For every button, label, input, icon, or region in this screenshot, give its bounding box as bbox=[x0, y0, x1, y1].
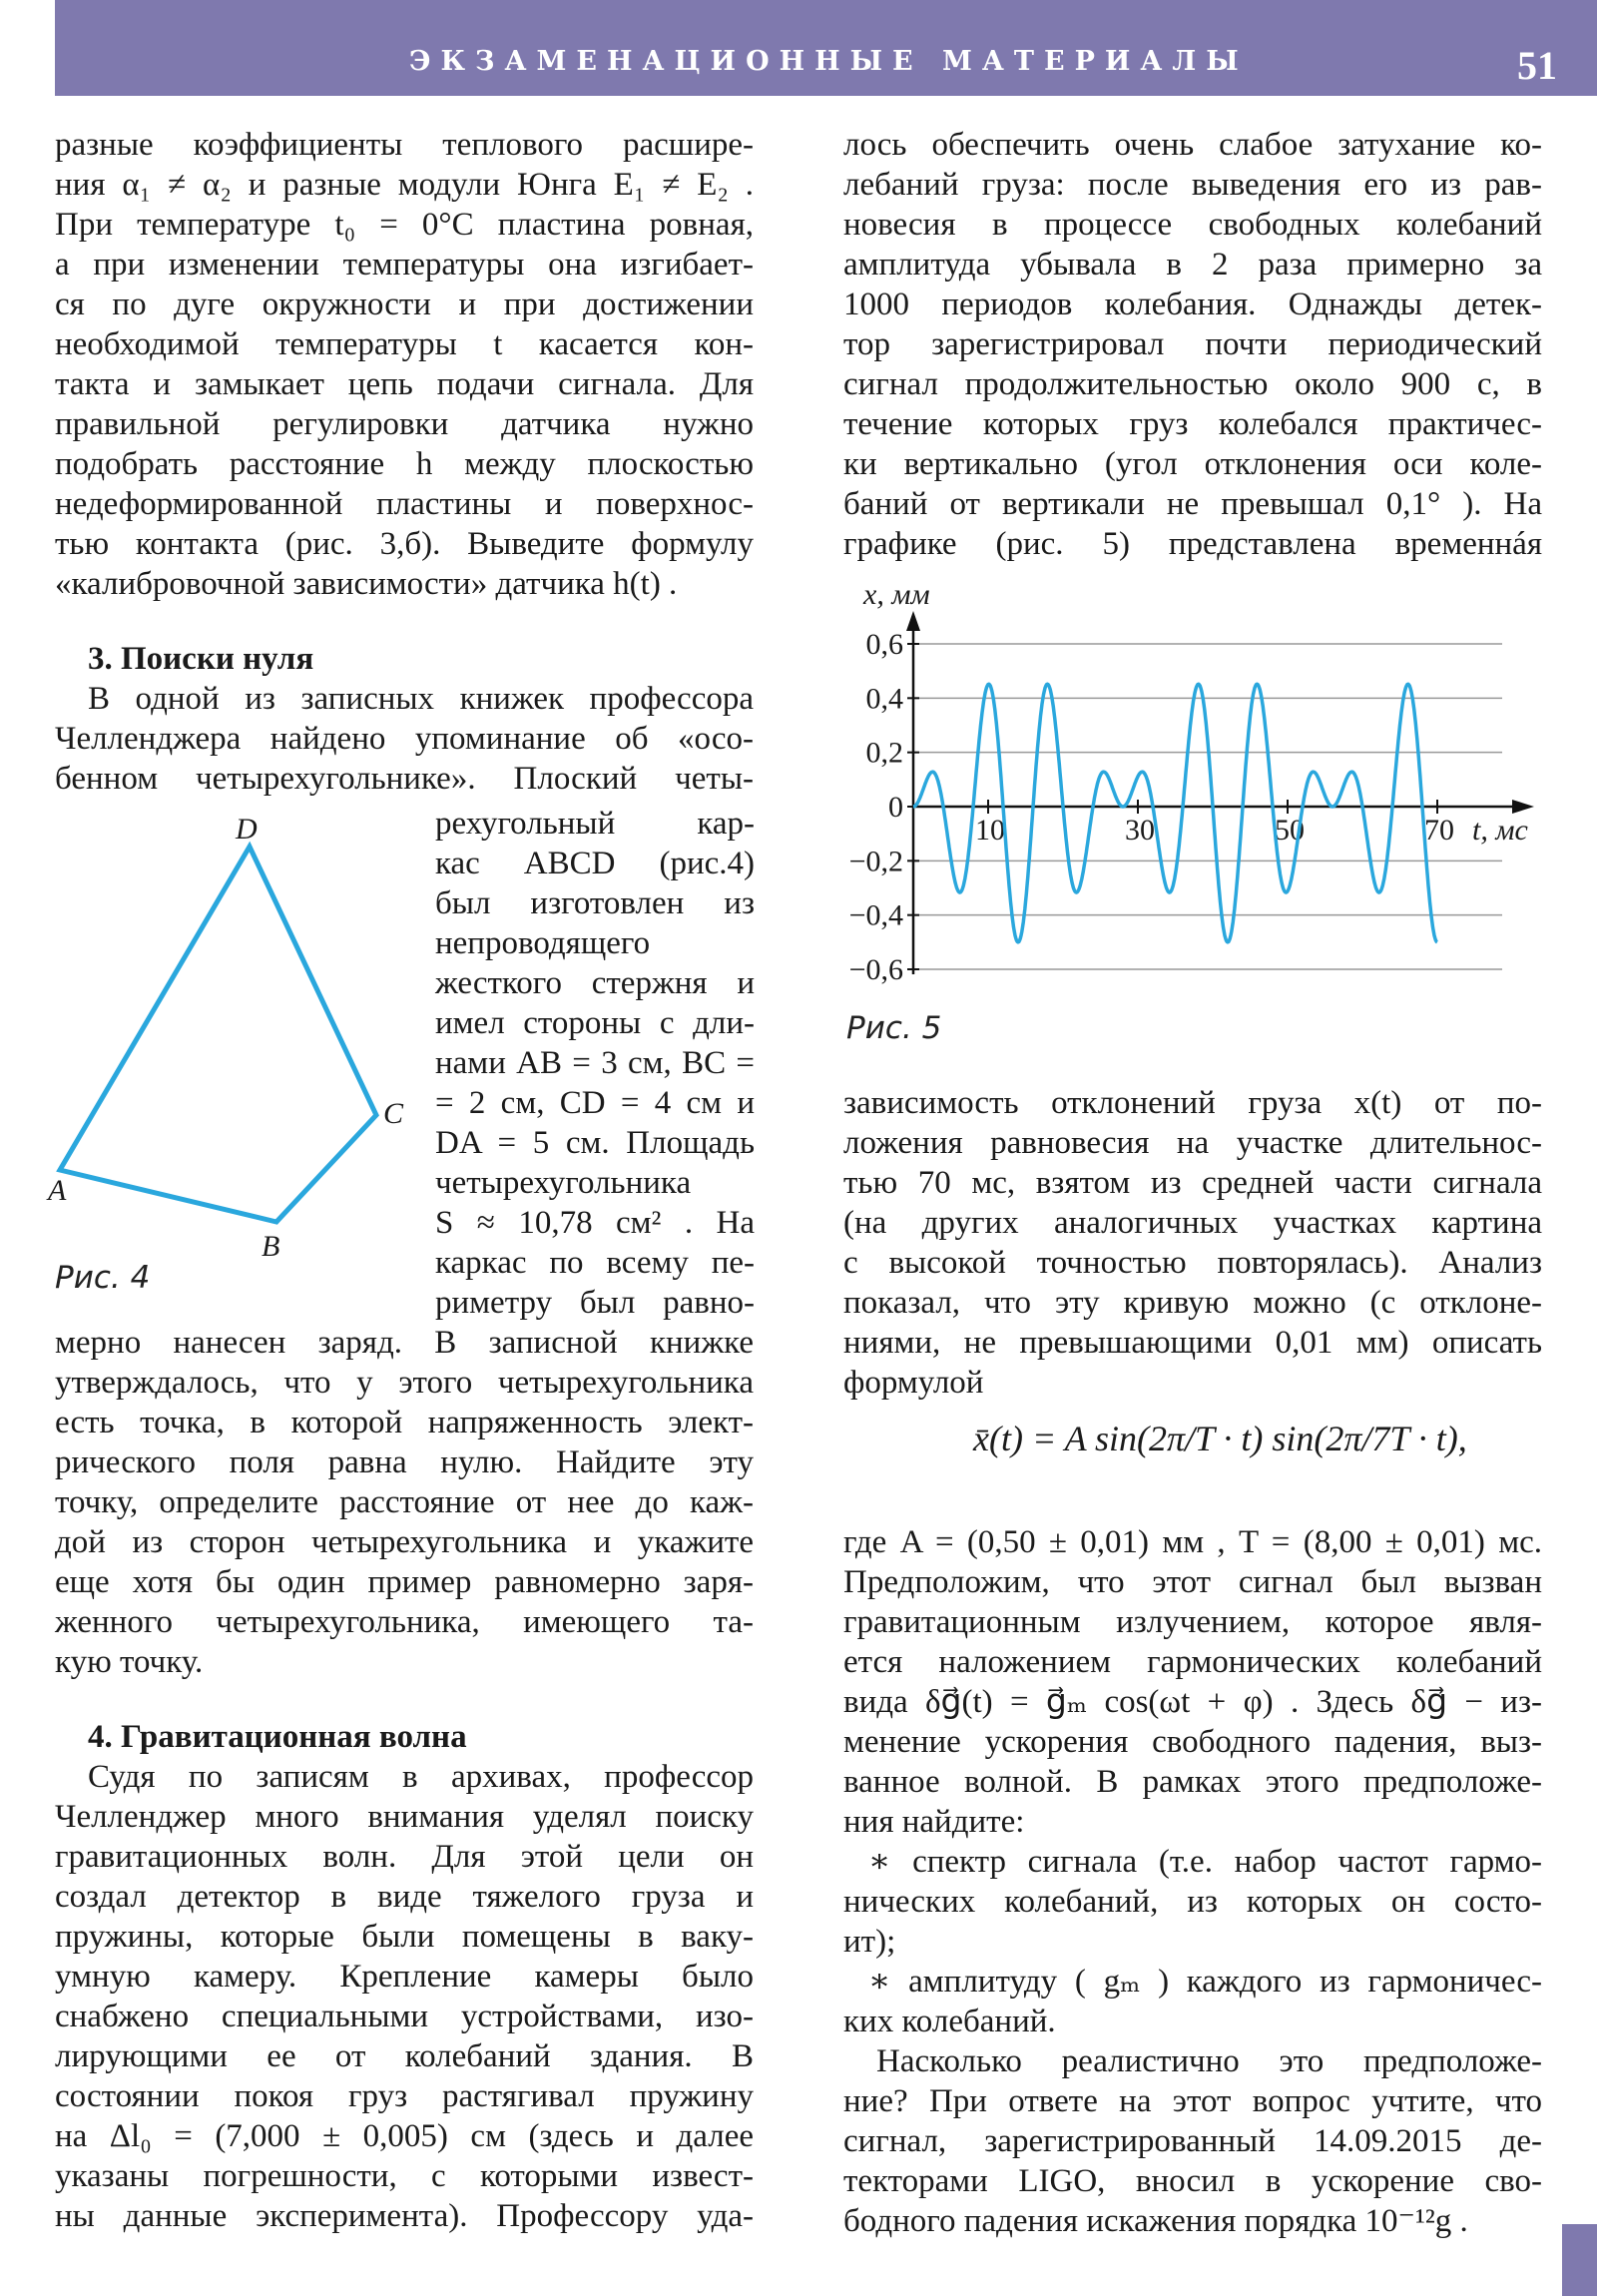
footer-tab bbox=[1562, 2224, 1597, 2296]
x-axis-arrow bbox=[1512, 800, 1534, 814]
text-line: где A = (0,50 ± 0,01) мм , T = (8,00 ± 0,01) мс. bbox=[843, 1524, 1542, 1560]
text-line: необходимой температуры t касается кон- bbox=[55, 326, 754, 362]
text-line: пружины, которые были помещены в ваку- bbox=[55, 1919, 754, 1955]
text-line: ны данные эксперимента). Профессору уда- bbox=[55, 2198, 754, 2234]
text-line: есть точка, в которой напряженность элект- bbox=[55, 1405, 754, 1440]
right-column-middle bbox=[843, 1083, 1542, 1403]
text-line: подобрать расстояние h между плоскостью bbox=[55, 446, 754, 482]
text-line: текторами LIGO, вносил в ускорение сво- bbox=[843, 2163, 1542, 2199]
text-line: недеформированной пластины и поверхнос- bbox=[55, 486, 754, 522]
text-line: гравитационных волн. Для этой цели он bbox=[55, 1839, 754, 1875]
header-title: ЭКЗАМЕНАЦИОННЫЕ МАТЕРИАЛЫ bbox=[409, 46, 1249, 77]
text-line: лось обеспечить очень слабое затухание ко- bbox=[843, 127, 1542, 163]
text-line: мерно нанесен заряд. В записной книжке bbox=[55, 1325, 754, 1361]
text-line: лебаний груза: после выведения его из рав- bbox=[843, 167, 1542, 203]
text-line: такта и замыкает цепь подачи сигнала. Для bbox=[55, 366, 754, 402]
text-line: нами AB = 3 см, BC = bbox=[435, 1045, 755, 1081]
text-line: S ≈ 10,78 см² . На bbox=[435, 1205, 755, 1241]
text-line: был изготовлен из bbox=[435, 885, 755, 921]
text-line: ванное волной. В рамках этого предположе- bbox=[843, 1764, 1542, 1800]
text-line: ложения равновесия на участке длительнос- bbox=[843, 1125, 1542, 1161]
bullet-line: нических колебаний, из которых он состо- bbox=[843, 1884, 1542, 1920]
x-tick-label: 70 bbox=[1424, 814, 1454, 847]
text-line: умную камеру. Крепление камеры было bbox=[55, 1959, 754, 1995]
text-line: ния найдите: bbox=[843, 1804, 1025, 1840]
section3-heading: 3. Поиски нуля bbox=[88, 641, 314, 677]
text-line: ся по дуге окружности и при достижении bbox=[55, 287, 754, 322]
text-line: на Δl₀ = (7,000 ± 0,005) см (здесь и далее bbox=[55, 2118, 754, 2154]
text-line: рического поля равна нулю. Найдите эту bbox=[55, 1444, 754, 1480]
text-line: бодного падения искажения порядка 10⁻¹²g . bbox=[843, 2203, 1468, 2239]
x-axis-label: t, мс bbox=[1472, 814, 1528, 847]
text-line: = 2 см, CD = 4 см и bbox=[435, 1085, 755, 1121]
text-line: создал детектор в виде тяжелого груза и bbox=[55, 1879, 754, 1915]
text-line: правильной регулировки датчика нужно bbox=[55, 406, 754, 442]
text-line: жесткого стержня и bbox=[435, 965, 755, 1001]
right-paragraph-bottom bbox=[843, 1522, 1542, 1842]
y-tick-label: −0,6 bbox=[848, 953, 903, 986]
bullet-list bbox=[843, 1842, 1542, 2041]
text-line: еще хотя бы один пример равномерно заря- bbox=[55, 1564, 754, 1600]
text-line: точку, определите расстояние от нее до каж- bbox=[55, 1484, 754, 1520]
text-line: ется наложением гармонических колебаний bbox=[843, 1644, 1542, 1680]
text-line: баний от вертикали не превышал 0,1° ). На bbox=[843, 486, 1542, 522]
text-line: утверждалось, что у этого четырехугольника bbox=[55, 1365, 754, 1401]
text-line: DA = 5 см. Площадь bbox=[435, 1125, 755, 1161]
text-line: Челленджера найдено упоминание об «осо- bbox=[55, 721, 754, 757]
text-line: дой из сторон четырехугольника и укажите bbox=[55, 1524, 754, 1560]
text-line: вида δg⃗(t) = g⃗ₘ cos(ωt + φ) . Здесь δg⃗ − из- bbox=[843, 1684, 1542, 1720]
vertex-label-a: A bbox=[48, 1174, 67, 1207]
text-line: 1000 периодов колебания. Однажды детек- bbox=[843, 287, 1542, 322]
y-axis-arrow bbox=[906, 611, 920, 631]
y-tick-label: 0,6 bbox=[865, 628, 903, 661]
x-tick-label: 10 bbox=[975, 814, 1005, 847]
text-line: формулой bbox=[843, 1365, 984, 1401]
text-line: сигнал продолжительностью около 900 с, в bbox=[843, 366, 1542, 402]
text-line: Предположим, что этот сигнал был вызван bbox=[843, 1564, 1542, 1600]
y-axis-label: x, мм bbox=[863, 578, 930, 611]
text-line: кую точку. bbox=[55, 1644, 204, 1680]
figure-4-caption: Рис. 4 bbox=[55, 1260, 151, 1296]
text-line: риметру был равно- bbox=[435, 1285, 755, 1321]
section4-heading: 4. Гравитационная волна bbox=[88, 1719, 467, 1755]
text-line: гравитационным излучением, которое явля- bbox=[843, 1604, 1542, 1640]
text-line: женного четырехугольника, имеющего та- bbox=[55, 1604, 754, 1640]
right-paragraph-middle bbox=[843, 1083, 1542, 1403]
text-line: сигнал, зарегистрированный 14.09.2015 де- bbox=[843, 2123, 1542, 2159]
text-line: с высокой точностью повторялась). Анализ bbox=[843, 1245, 1542, 1281]
text-line: рехугольный кар- bbox=[435, 806, 755, 842]
text-line: менение ускорения свободного падения, выз- bbox=[843, 1724, 1542, 1760]
bullet-line: ∗ амплитуду ( gₘ ) каждого из гармоничес- bbox=[868, 1964, 1542, 2000]
bullet-line: ит); bbox=[843, 1924, 896, 1960]
text-line: каркас по всему пе- bbox=[435, 1245, 755, 1281]
text-line: ки вертикально (угол отклонения оси коле- bbox=[843, 446, 1542, 482]
text-line: графике (рис. 5) представлена временнáя bbox=[843, 526, 1542, 562]
bullet-line: ∗ спектр сигнала (т.е. набор частот гармо- bbox=[868, 1844, 1542, 1880]
text-line: имел стороны с дли- bbox=[435, 1005, 755, 1041]
text-line: четырехугольника bbox=[435, 1165, 692, 1201]
text-line: тор зарегистрировал почти периодический bbox=[843, 326, 1542, 362]
text-line: зависимость отклонений груза x(t) от по- bbox=[843, 1085, 1542, 1121]
vertex-label-d: D bbox=[236, 813, 258, 846]
text-line: «калибровочной зависимости» датчика h(t) . bbox=[55, 566, 678, 602]
text-line: кас ABCD (рис.4) bbox=[435, 846, 755, 881]
text-line: новесия в процессе свободных колебаний bbox=[843, 207, 1542, 243]
text-line: бенном четырехугольнике». Плоский четы- bbox=[55, 761, 754, 797]
right-column-bottom bbox=[843, 1522, 1542, 2241]
text-line: В одной из записных книжек профессора bbox=[88, 681, 754, 717]
y-tick-label: 0,4 bbox=[865, 682, 903, 716]
text-line: (на других аналогичных участках картина bbox=[843, 1205, 1542, 1241]
x-tick-label: 50 bbox=[1275, 814, 1305, 847]
text-line: лирующими ее от колебаний здания. В bbox=[55, 2038, 754, 2074]
signal-formula: x̄(t) = A sin(2π/T · t) sin(2π/7T · t), bbox=[973, 1419, 1467, 1458]
text-line: снабжено специальными устройствами, изо- bbox=[55, 1999, 754, 2034]
text-line: непроводящего bbox=[435, 925, 651, 961]
text-line: разные коэффициенты теплового расшире- bbox=[55, 127, 754, 163]
text-line: ние? При ответе на этот вопрос учтите, что bbox=[843, 2083, 1542, 2119]
y-tick-label: 0,2 bbox=[865, 736, 903, 770]
closing-paragraph bbox=[843, 2041, 1542, 2241]
text-line: При температуре t₀ = 0°C пластина ровная, bbox=[55, 207, 754, 243]
text-line: Судя по записям в архивах, профессор bbox=[88, 1759, 754, 1795]
y-tick-label: −0,2 bbox=[848, 845, 903, 878]
text-line: указаны погрешности, с которыми извест- bbox=[55, 2158, 754, 2194]
page-number: 51 bbox=[1517, 43, 1557, 88]
y-tick-label: 0 bbox=[888, 791, 903, 824]
text-line: тью контакта (рис. 3,б). Выведите формулу bbox=[55, 526, 754, 562]
vertex-label-c: C bbox=[383, 1097, 404, 1130]
text-line: Насколько реалистично это предположе- bbox=[876, 2043, 1542, 2079]
text-line: течение которых груз колебался практичес- bbox=[843, 406, 1542, 442]
text-line: Челленджер много внимания уделял поиску bbox=[55, 1799, 754, 1835]
text-line: а при изменении температуры она изгибает- bbox=[55, 247, 754, 283]
bullet-line: ких колебаний. bbox=[843, 2004, 1056, 2039]
text-line: показал, что эту кривую можно (с отклоне- bbox=[843, 1285, 1542, 1321]
text-line: тью 70 мс, взятом из средней части сигнала bbox=[843, 1165, 1542, 1201]
text-line: ниями, не превышающими 0,01 мм) описать bbox=[843, 1325, 1542, 1361]
vertex-label-b: B bbox=[262, 1230, 280, 1263]
text-line: амплитуда убывала в 2 раза примерно за bbox=[843, 247, 1542, 283]
figure-5-caption: Рис. 5 bbox=[846, 1010, 942, 1046]
text-line: состоянии покоя груз растягивал пружину bbox=[55, 2078, 754, 2114]
x-tick-label: 30 bbox=[1125, 814, 1155, 847]
text-line: ния α₁ ≠ α₂ и разные модули Юнга E₁ ≠ E₂ . bbox=[55, 167, 754, 203]
y-tick-label: −0,4 bbox=[848, 898, 903, 932]
